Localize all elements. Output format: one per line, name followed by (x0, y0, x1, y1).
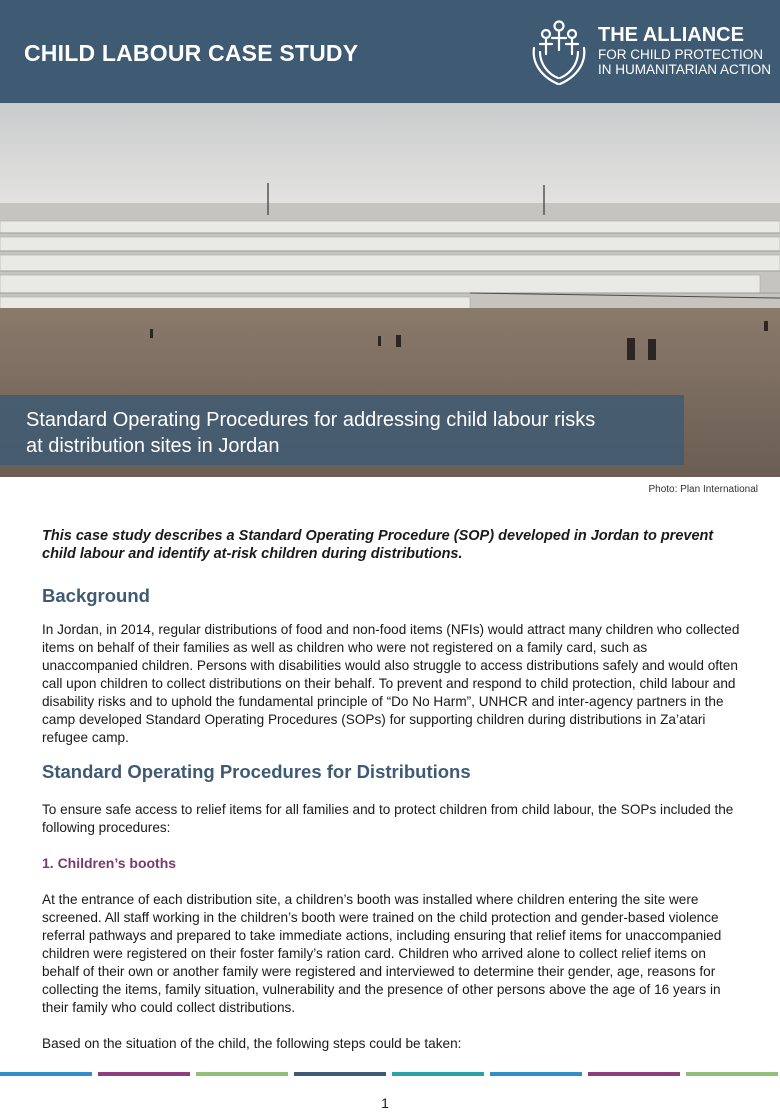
childrens-booths-subheading: 1. Children’s booths (42, 855, 177, 871)
background-paragraph: In Jordan, in 2014, regular distributions of food and non-food items (NFIs) would attract many children who collected items on behalf of their families as well as children who were not registered on a family card, such as unaccompanied children. Persons with disabilities would also struggle to access distributions safely and would often call upon children to collect distributions on their behalf. To prevent and respond to child protection, child labour and disability risks and to uphold the fundamental principle of “Do No Harm”, UNHCR and inter-agency partners in the camp developed Standard Operating Procedures (SOPs) for supporting children during distributions in Za’atari refugee camp. (42, 622, 740, 745)
footer-bar-segment (196, 1072, 288, 1076)
footer-bar-segment (392, 1072, 484, 1076)
footer-bar-segment (98, 1072, 190, 1076)
childrens-booths-paragraph: At the entrance of each distribution site, a children’s booth was installed where children entering the site were screened. All staff working in the children’s booth were trained on the child protection and gender-based violence referral pathways and prepared to take immediate actions, including ensuring that relief items for unaccompanied children were registered on their foster family’s ration card. Children who arrived alone to collect relief items on behalf of their own or another family were registered and interviewed to determine their gender, age, reasons for collecting the items, family situation, vulnerability and the presence of other persons above the age of 16 years in their family who could collect distributions. (42, 892, 722, 1015)
hero-photo (0, 103, 780, 477)
footer-bar-segment (686, 1072, 778, 1076)
logo-line-1: THE ALLIANCE (598, 24, 744, 46)
alliance-logo-text (598, 24, 771, 78)
hero-caption-line-2: at distribution sites in Jordan (26, 435, 280, 457)
photo-credit: Photo: Plan International (648, 484, 758, 495)
document-body (42, 527, 742, 1067)
footer-bar-segment (0, 1072, 92, 1076)
footer-bar-segment (588, 1072, 680, 1076)
footer-bar-segment (490, 1072, 582, 1076)
footer-bar-segment (294, 1072, 386, 1076)
sop-heading: Standard Operating Procedures for Distributions (42, 761, 471, 782)
page-header (0, 0, 780, 103)
sop-paragraph: To ensure safe access to relief items for all families and to protect children from child labour, the SOPs included the following procedures: (42, 802, 734, 835)
background-heading: Background (42, 585, 150, 606)
hero-caption-line-1: Standard Operating Procedures for addressing child labour risks (26, 409, 596, 431)
hero-caption (26, 407, 676, 459)
steps-intro: Based on the situation of the child, the following steps could be taken: (42, 1036, 462, 1051)
alliance-logo-icon (528, 18, 590, 88)
logo-line-2: FOR CHILD PROTECTION (598, 47, 764, 62)
hero-caption-box (0, 395, 684, 465)
document-title: CHILD LABOUR CASE STUDY (24, 40, 359, 66)
footer-color-bar (0, 1072, 780, 1076)
intro-summary: This case study describes a Standard Operating Procedure (SOP) developed in Jordan to prevent child labour and identify at-risk children during distributions. (42, 528, 714, 562)
logo-line-3: IN HUMANITARIAN ACTION (598, 61, 772, 77)
page-number: 1 (381, 1095, 389, 1111)
